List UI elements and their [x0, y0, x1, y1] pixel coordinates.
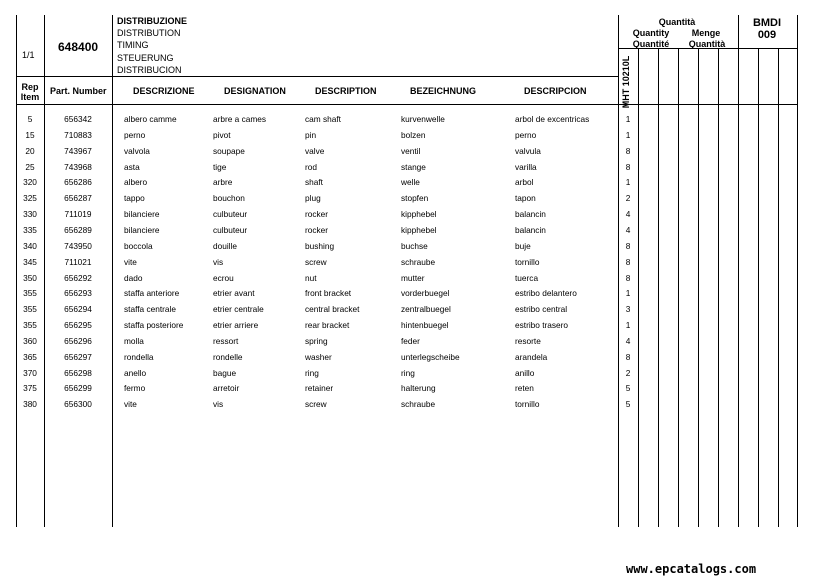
bezeichnung-cell: mutter	[401, 272, 425, 283]
descripcion-cell: estribo trasero	[515, 320, 569, 331]
description-cell: retainer	[305, 383, 334, 394]
descripcion-cell: estribo central	[515, 304, 568, 315]
designation-cell: rondelle	[213, 351, 243, 362]
designation-cell: etrier arriere	[213, 320, 259, 331]
descripcion-cell: balancin	[515, 224, 546, 235]
designation-cell: arbre	[213, 177, 233, 188]
quantity-cell: 4	[625, 209, 631, 220]
descrizione-cell: bilanciere	[124, 209, 160, 220]
description-cell: front bracket	[305, 288, 352, 299]
designation-cell: ecrou	[213, 272, 234, 283]
descrizione-cell: staffa posteriore	[124, 320, 184, 331]
descrizione-cell: albero	[124, 177, 148, 188]
part-number-cell: 656287	[64, 193, 92, 204]
rep-cell: 380	[23, 399, 37, 410]
title-it: DISTRIBUZIONE	[117, 16, 188, 26]
table-row	[0, 130, 838, 146]
table-row	[0, 225, 838, 241]
descripcion-cell: valvula	[515, 145, 541, 156]
designation-cell: vis	[213, 256, 224, 267]
table-row	[0, 320, 838, 336]
part-number-cell: 656293	[64, 288, 92, 299]
quantity-cell: 4	[625, 335, 631, 346]
description-cell: central bracket	[305, 304, 360, 315]
part-number-header: Part. Number	[50, 86, 107, 96]
description-cell: rocker	[305, 209, 329, 220]
descrizione-cell: staffa centrale	[124, 304, 176, 315]
rep-cell: 350	[23, 272, 37, 283]
part-number-cell: 656296	[64, 335, 92, 346]
descripcion-cell: anillo	[515, 367, 535, 378]
quantity-cell: 2	[625, 367, 631, 378]
rep-cell: 375	[23, 383, 37, 394]
descripcion-cell: balancin	[515, 209, 546, 220]
quantity-label-de: Menge	[691, 28, 721, 38]
descripcion-cell: reten	[515, 383, 534, 394]
bezeichnung-cell: zentralbuegel	[401, 304, 451, 315]
table-row	[0, 288, 838, 304]
descrizione-cell: tappo	[124, 193, 145, 204]
quantity-cell: 8	[625, 145, 631, 156]
rep-cell: 340	[23, 240, 37, 251]
rep-header-line2: Item	[20, 92, 40, 102]
designation-cell: ressort	[213, 335, 239, 346]
table-row	[0, 162, 838, 178]
part-number-cell: 656342	[64, 114, 92, 124]
designation-cell: tige	[213, 161, 227, 172]
part-number-cell: 743968	[64, 161, 92, 172]
bezeichnung-cell: stopfen	[401, 193, 429, 204]
part-number-cell: 656286	[64, 177, 92, 188]
descrizione-cell: valvola	[124, 145, 150, 156]
quantity-label-fr: Quantité	[632, 39, 670, 49]
descrizione-cell: dado	[124, 272, 143, 283]
bmdi-label: BMDI	[752, 17, 782, 29]
descrizione-cell: staffa anteriore	[124, 288, 180, 299]
bezeichnung-cell: kipphebel	[401, 224, 437, 235]
part-number-cell: 743967	[64, 145, 92, 156]
rep-cell: 355	[23, 320, 37, 331]
part-number-cell: 711021	[64, 256, 92, 267]
bezeichnung-cell: stange	[401, 161, 426, 172]
descrizione-cell: vite	[124, 399, 137, 410]
description-cell: screw	[305, 256, 327, 267]
descripcion-cell: tapon	[515, 193, 536, 204]
bezeichnung-cell: schraube	[401, 256, 436, 267]
rep-cell: 355	[23, 304, 37, 315]
descrizione-cell: rondella	[124, 351, 154, 362]
descrizione-cell: bilanciere	[124, 224, 160, 235]
rep-cell: 330	[23, 209, 37, 220]
description-cell: plug	[305, 193, 321, 204]
descrizione-cell: molla	[124, 335, 144, 346]
descrizione-cell: perno	[124, 129, 146, 140]
rep-cell: 15	[25, 129, 35, 140]
table-row	[0, 146, 838, 162]
bezeichnung-cell: hintenbuegel	[401, 320, 449, 331]
quantity-cell: 8	[625, 272, 631, 283]
description-cell: cam shaft	[305, 114, 341, 124]
part-number-cell: 656295	[64, 320, 92, 331]
quantity-cell: 1	[625, 320, 631, 331]
designation-cell: vis	[213, 399, 224, 410]
quantity-cell: 8	[625, 161, 631, 172]
designation-cell: soupape	[213, 145, 245, 156]
table-row	[0, 383, 838, 399]
table-row	[0, 352, 838, 368]
description-cell: spring	[305, 335, 328, 346]
part-number-cell: 656300	[64, 399, 92, 410]
designation-cell: bague	[213, 367, 237, 378]
table-row	[0, 368, 838, 384]
description-cell: ring	[305, 367, 319, 378]
rep-cell: 365	[23, 351, 37, 362]
section-title	[117, 15, 187, 76]
description-cell: bushing	[305, 240, 335, 251]
quantity-label-it: Quantità	[658, 17, 696, 27]
designation-cell: bouchon	[213, 193, 245, 204]
description-cell: shaft	[305, 177, 323, 188]
quantity-cell: 1	[625, 288, 631, 299]
rep-cell: 320	[23, 177, 37, 188]
descrizione-cell: asta	[124, 161, 140, 172]
bezeichnung-cell: welle	[401, 177, 420, 188]
bmdi-number: 009	[757, 29, 777, 41]
descrizione-cell: anello	[124, 367, 147, 378]
part-number-cell: 656289	[64, 224, 92, 235]
quantity-cell: 1	[625, 129, 631, 140]
bezeichnung-cell: bolzen	[401, 129, 426, 140]
part-number-cell: 711019	[64, 209, 92, 220]
title-es: DISTRIBUCION	[117, 64, 182, 75]
part-number-cell: 656299	[64, 383, 92, 394]
page-number: 1/1	[22, 50, 35, 60]
designation-cell: etrier centrale	[213, 304, 264, 315]
bezeichnung-cell: halterung	[401, 383, 436, 394]
main-part-number: 648400	[58, 40, 99, 54]
rep-cell: 370	[23, 367, 37, 378]
description-cell: rocker	[305, 224, 329, 235]
model-label: MHT 10210L	[621, 55, 631, 109]
part-number-cell: 656294	[64, 304, 92, 315]
title-en: TIMING	[117, 40, 149, 51]
descripcion-cell: tornillo	[515, 256, 540, 267]
quantity-label-it2: Quantità	[688, 39, 726, 49]
descrizione-cell: albero camme	[124, 114, 177, 124]
rep-cell: 5	[27, 114, 33, 124]
descrizione-cell: vite	[124, 256, 137, 267]
table-row	[0, 177, 838, 193]
description-header: DESCRIPTION	[315, 86, 377, 96]
bezeichnung-cell: kurvenwelle	[401, 114, 445, 124]
quantity-label-en: Quantity	[632, 28, 670, 38]
designation-cell: culbuteur	[213, 209, 248, 220]
description-cell: valve	[305, 145, 325, 156]
bezeichnung-cell: buchse	[401, 240, 428, 251]
descripcion-cell: arbol de excentricas	[515, 114, 590, 124]
table-row	[0, 209, 838, 225]
descripcion-cell: tornillo	[515, 399, 540, 410]
descripcion-header: DESCRIPCION	[524, 86, 587, 96]
rep-cell: 25	[25, 161, 35, 172]
quantity-cell: 8	[625, 256, 631, 267]
descrizione-header: DESCRIZIONE	[133, 86, 195, 96]
rep-cell: 360	[23, 335, 37, 346]
rep-cell: 355	[23, 288, 37, 299]
table-row	[0, 304, 838, 320]
table-row	[0, 336, 838, 352]
designation-header: DESIGNATION	[224, 86, 286, 96]
descripcion-cell: tuerca	[515, 272, 539, 283]
bezeichnung-header: BEZEICHNUNG	[410, 86, 477, 96]
description-cell: rear bracket	[305, 320, 350, 331]
bezeichnung-cell: feder	[401, 335, 420, 346]
table-row	[0, 399, 838, 415]
bezeichnung-cell: ring	[401, 367, 415, 378]
footer-url[interactable]: www.epcatalogs.com	[626, 562, 757, 576]
rep-header-line1: Rep	[21, 82, 39, 92]
descrizione-cell: boccola	[124, 240, 153, 251]
rep-cell: 325	[23, 193, 37, 204]
table-row	[0, 241, 838, 257]
bezeichnung-cell: kipphebel	[401, 209, 437, 220]
part-number-cell: 743950	[64, 240, 92, 251]
rep-cell: 335	[23, 224, 37, 235]
designation-cell: pivot	[213, 129, 231, 140]
quantity-cell: 1	[625, 114, 631, 124]
part-number-cell: 656292	[64, 272, 92, 283]
quantity-cell: 8	[625, 351, 631, 362]
description-cell: screw	[305, 399, 327, 410]
rep-cell: 345	[23, 256, 37, 267]
model-column-header	[614, 55, 638, 109]
descrizione-cell: fermo	[124, 383, 146, 394]
description-cell: washer	[305, 351, 332, 362]
quantity-cell: 1	[625, 177, 631, 188]
table-row	[0, 257, 838, 273]
designation-cell: arretoir	[213, 383, 240, 394]
quantity-cell: 8	[625, 240, 631, 251]
bmdi-code	[740, 17, 794, 41]
quantity-cell: 3	[625, 304, 631, 315]
descripcion-cell: arandela	[515, 351, 548, 362]
table-row	[0, 273, 838, 289]
quantity-cell: 5	[625, 399, 631, 410]
designation-cell: etrier avant	[213, 288, 255, 299]
quantity-cell: 4	[625, 224, 631, 235]
quantity-cell: 5	[625, 383, 631, 394]
part-number-cell: 710883	[64, 129, 92, 140]
table-row	[0, 193, 838, 209]
description-cell: nut	[305, 272, 317, 283]
rep-item-header	[16, 82, 44, 102]
bezeichnung-cell: vorderbuegel	[401, 288, 450, 299]
bezeichnung-cell: unterlegscheibe	[401, 351, 460, 362]
descripcion-cell: resorte	[515, 335, 541, 346]
part-number-cell: 656297	[64, 351, 92, 362]
rep-cell: 20	[25, 145, 35, 156]
descripcion-cell: varilla	[515, 161, 537, 172]
bezeichnung-cell: ventil	[401, 145, 421, 156]
descripcion-cell: estribo delantero	[515, 288, 577, 299]
designation-cell: culbuteur	[213, 224, 248, 235]
descripcion-cell: arbol	[515, 177, 534, 188]
designation-cell: douille	[213, 240, 237, 251]
descripcion-cell: buje	[515, 240, 531, 251]
quantity-cell: 2	[625, 193, 631, 204]
bezeichnung-cell: schraube	[401, 399, 436, 410]
title-de: STEUERUNG	[117, 52, 174, 63]
designation-cell: arbre a cames	[213, 114, 267, 124]
part-number-cell: 656298	[64, 367, 92, 378]
description-cell: rod	[305, 161, 317, 172]
description-cell: pin	[305, 129, 317, 140]
title-fr: DISTRIBUTION	[117, 28, 181, 39]
table-row	[0, 114, 838, 130]
descripcion-cell: perno	[515, 129, 537, 140]
